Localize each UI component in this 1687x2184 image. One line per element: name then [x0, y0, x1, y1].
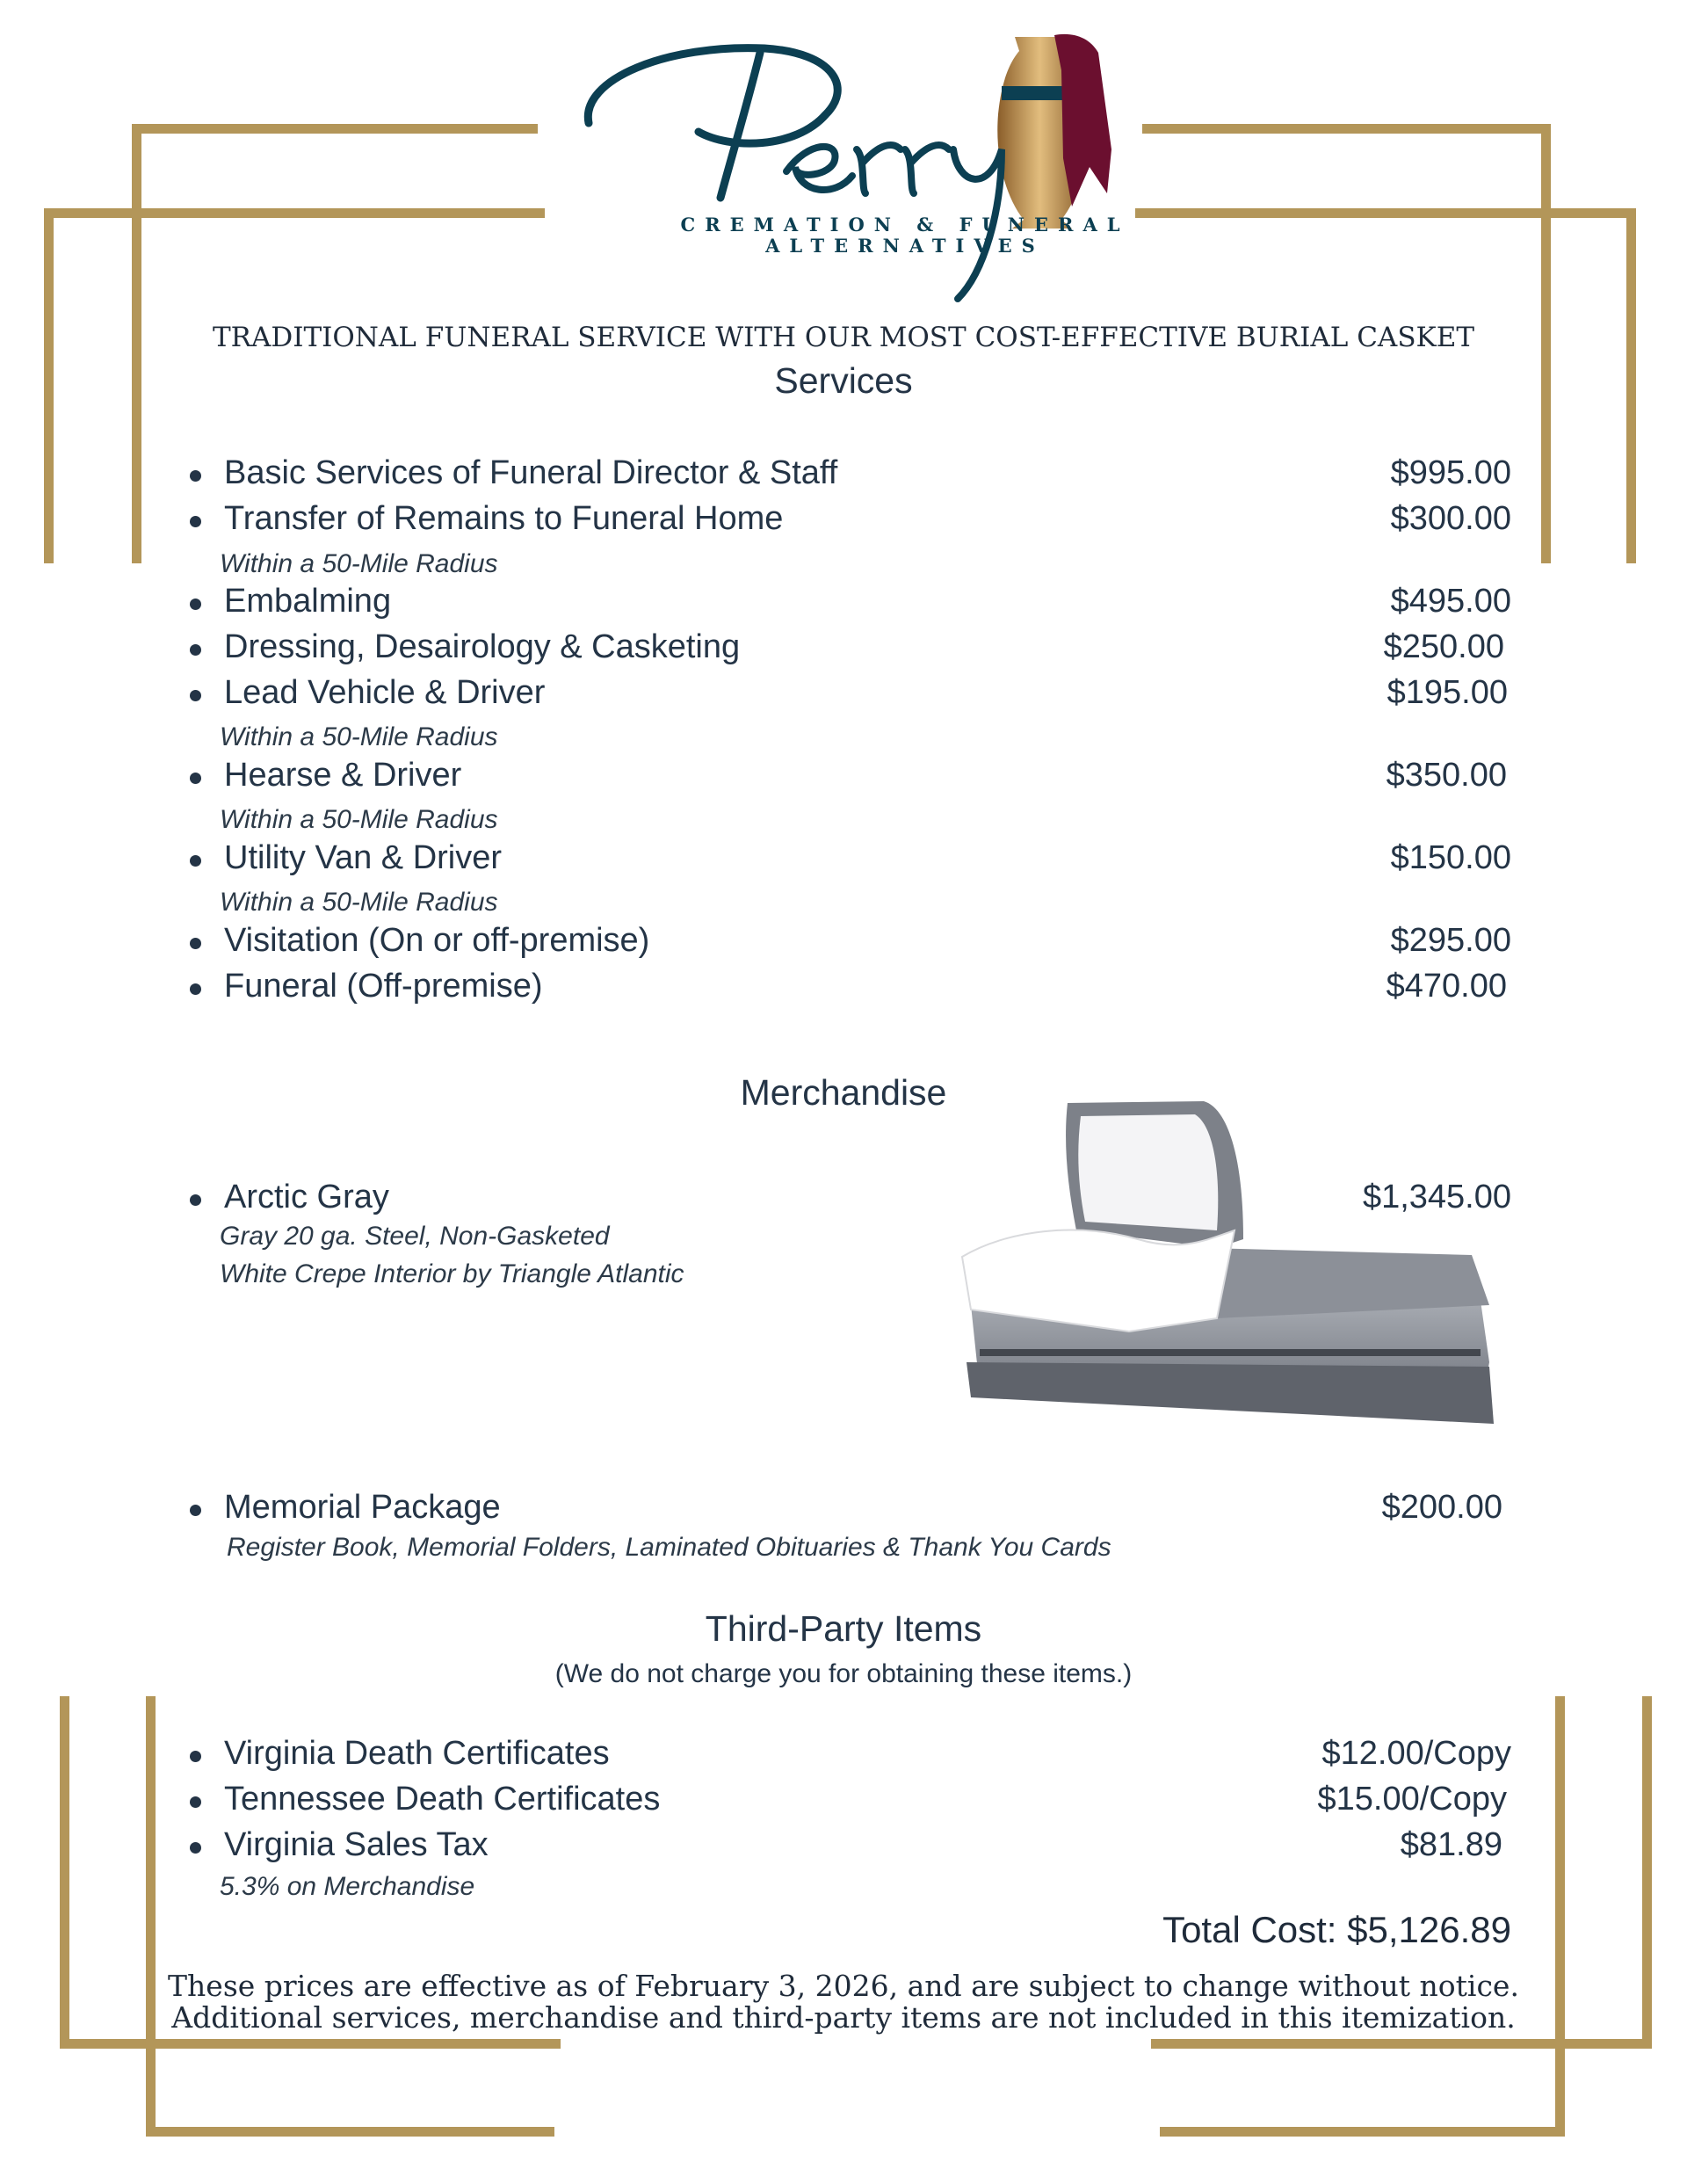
frame-line [1151, 2039, 1652, 2049]
item-price: $350.00 [1386, 757, 1507, 794]
disclaimer-line: These prices are effective as of February 3, 2026, and are subject to change without notice. [168, 1969, 1519, 2003]
item-note: White Crepe Interior by Triangle Atlantic [220, 1259, 684, 1288]
item-price: $195.00 [1387, 674, 1508, 711]
item-note: Within a 50-Mile Radius [220, 888, 498, 917]
item-label: Utility Van & Driver [224, 839, 503, 876]
frame-line [146, 2127, 554, 2137]
item-price: $470.00 [1386, 968, 1507, 1005]
logo-tagline: CREMATION & FUNERAL [680, 214, 1130, 236]
item-label: Embalming [224, 583, 392, 620]
item-note: Within a 50-Mile Radius [220, 722, 498, 751]
item-price: $1,345.00 [1362, 1179, 1511, 1215]
page-heading: TRADITIONAL FUNERAL SERVICE WITH OUR MOST COST-EFFECTIVE BURIAL CASKET [212, 322, 1475, 353]
item-label: Tennessee Death Certificates [224, 1781, 661, 1818]
item-note: Gray 20 ga. Steel, Non-Gasketed [220, 1222, 610, 1251]
item-label: Visitation (On or off-premise) [224, 922, 650, 959]
section-title-third-party: Third-Party Items [705, 1608, 982, 1649]
third-party-subtitle: (We do not charge you for obtaining these items.) [554, 1659, 1133, 1688]
item-note: Register Book, Memorial Folders, Laminated Obituaries & Thank You Cards [227, 1533, 1111, 1562]
bullet-icon [190, 1842, 201, 1854]
item-note: Within a 50-Mile Radius [220, 549, 498, 578]
item-note: 5.3% on Merchandise [220, 1872, 475, 1901]
item-price: $12.00/Copy [1321, 1735, 1511, 1772]
total-cost: Total Cost: $5,126.89 [1162, 1909, 1511, 1950]
section-title-services: Services [774, 360, 913, 401]
frame-line [1555, 1696, 1565, 2136]
item-price: $250.00 [1383, 628, 1504, 665]
item-label: Dressing, Desairology & Casketing [224, 628, 741, 665]
item-label: Arctic Gray [224, 1179, 389, 1215]
item-label: Lead Vehicle & Driver [224, 674, 546, 711]
item-price: $495.00 [1390, 583, 1511, 620]
item-price: $300.00 [1390, 500, 1511, 537]
item-price: $15.00/Copy [1317, 1781, 1507, 1818]
item-label: Virginia Sales Tax [224, 1826, 489, 1863]
section-title-merchandise: Merchandise [740, 1072, 947, 1113]
logo-tagline: ALTERNATIVES [765, 235, 1045, 257]
item-price: $295.00 [1390, 922, 1511, 959]
item-label: Virginia Death Certificates [224, 1735, 610, 1772]
item-note: Within a 50-Mile Radius [220, 805, 498, 834]
item-label: Memorial Package [224, 1489, 501, 1526]
item-label: Funeral (Off-premise) [224, 968, 543, 1005]
item-price: $81.89 [1400, 1826, 1502, 1863]
item-label: Basic Services of Funeral Director & Staff [224, 454, 838, 491]
frame-line [60, 2039, 561, 2049]
item-price: $150.00 [1390, 839, 1511, 876]
item-label: Transfer of Remains to Funeral Home [224, 500, 784, 537]
item-label: Hearse & Driver [224, 757, 462, 794]
disclaimer-line: Additional services, merchandise and third-party items are not included in this itemization. [171, 2000, 1516, 2035]
frame-line [1160, 2127, 1565, 2137]
bullet-icon [190, 1751, 201, 1762]
bullet-icon [190, 1796, 201, 1808]
item-price: $200.00 [1381, 1489, 1502, 1526]
item-price: $995.00 [1390, 454, 1511, 491]
